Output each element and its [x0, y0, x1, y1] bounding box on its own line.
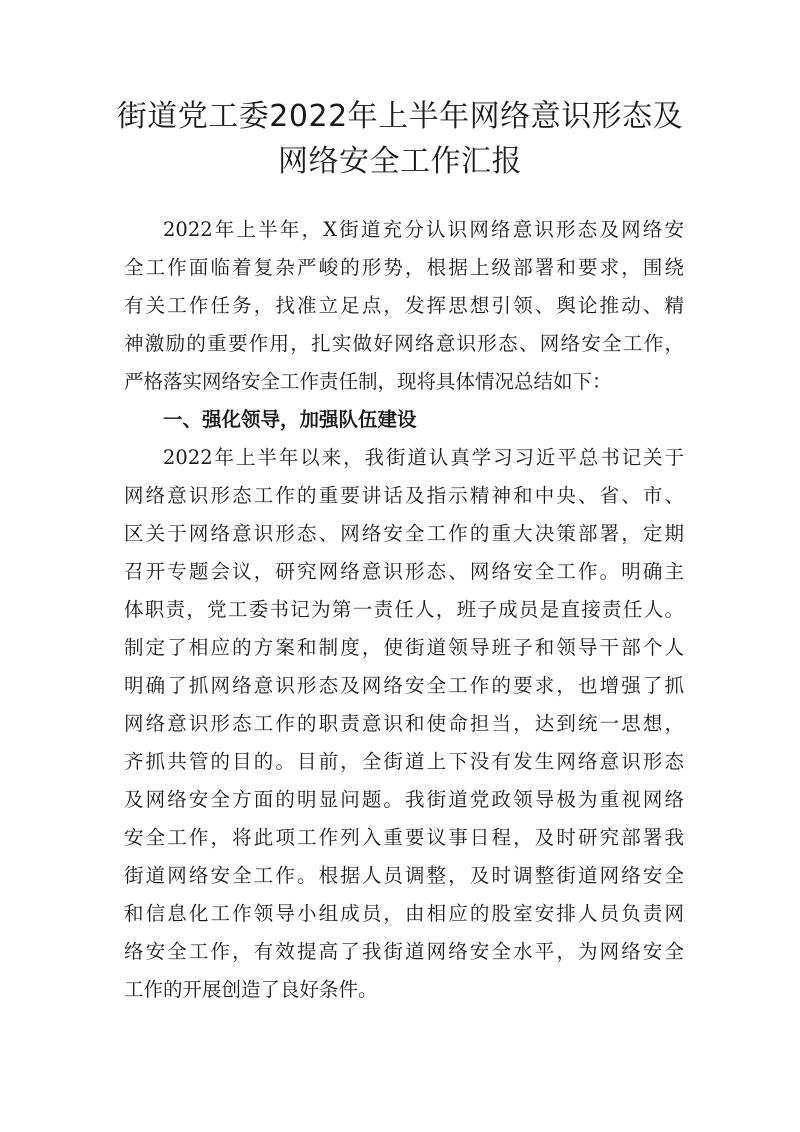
section-1-line: 网络意识形态工作的职责意识和使命担当，达到统一思想，: [124, 712, 684, 735]
section-1-line: 及网络安全方面的明显问题。我街道党政领导极为重视网络: [124, 788, 684, 811]
section-1-line: 明确了抓网络意识形态及网络安全工作的要求，也增强了抓: [124, 674, 684, 697]
section-1-heading: 一、强化领导，加强队伍建设: [163, 408, 417, 431]
section-1-line: 齐抓共管的目的。目前，全街道上下没有发生网络意识形态: [124, 750, 684, 773]
section-1-line: 街道网络安全工作。根据人员调整，及时调整街道网络安全: [124, 864, 684, 887]
document-title-line-2: 网络安全工作汇报: [278, 144, 522, 179]
intro-line: 2022年上半年，X街道充分认识网络意识形态及网络安: [163, 218, 684, 241]
section-1-line: 制定了相应的方案和制度，使街道领导班子和领导干部个人: [124, 636, 684, 659]
section-1-line: 体职责，党工委书记为第一责任人，班子成员是直接责任人。: [124, 598, 684, 621]
intro-line: 严格落实网络安全工作责任制，现将具体情况总结如下：: [124, 370, 612, 393]
section-1-line: 和信息化工作领导小组成员，由相应的股室安排人员负责网: [124, 902, 684, 925]
intro-line: 有关工作任务，找准立足点，发挥思想引领、舆论推动、精: [124, 294, 684, 317]
section-1-line: 工作的开展创造了良好条件。: [124, 978, 378, 1001]
section-1-line: 安全工作，将此项工作列入重要议事日程，及时研究部署我: [124, 826, 684, 849]
document-body: [124, 211, 684, 1009]
document-title-line-1: 街道党工委2022年上半年网络意识形态及: [116, 99, 684, 134]
section-1-line: 网络意识形态工作的重要讲话及指示精神和中央、省、市、: [124, 484, 684, 507]
section-1-line: 召开专题会议，研究网络意识形态、网络安全工作。明确主: [124, 560, 684, 583]
intro-line: 神激励的重要作用，扎实做好网络意识形态、网络安全工作，: [124, 332, 684, 355]
intro-line: 全工作面临着复杂严峻的形势，根据上级部署和要求，围绕: [124, 256, 684, 279]
section-1-line: 络安全工作，有效提高了我街道网络安全水平，为网络安全: [124, 940, 684, 963]
section-1-line: 区关于网络意识形态、网络安全工作的重大决策部署，定期: [124, 522, 684, 545]
section-1-line: 2022年上半年以来，我街道认真学习习近平总书记关于: [163, 446, 684, 469]
